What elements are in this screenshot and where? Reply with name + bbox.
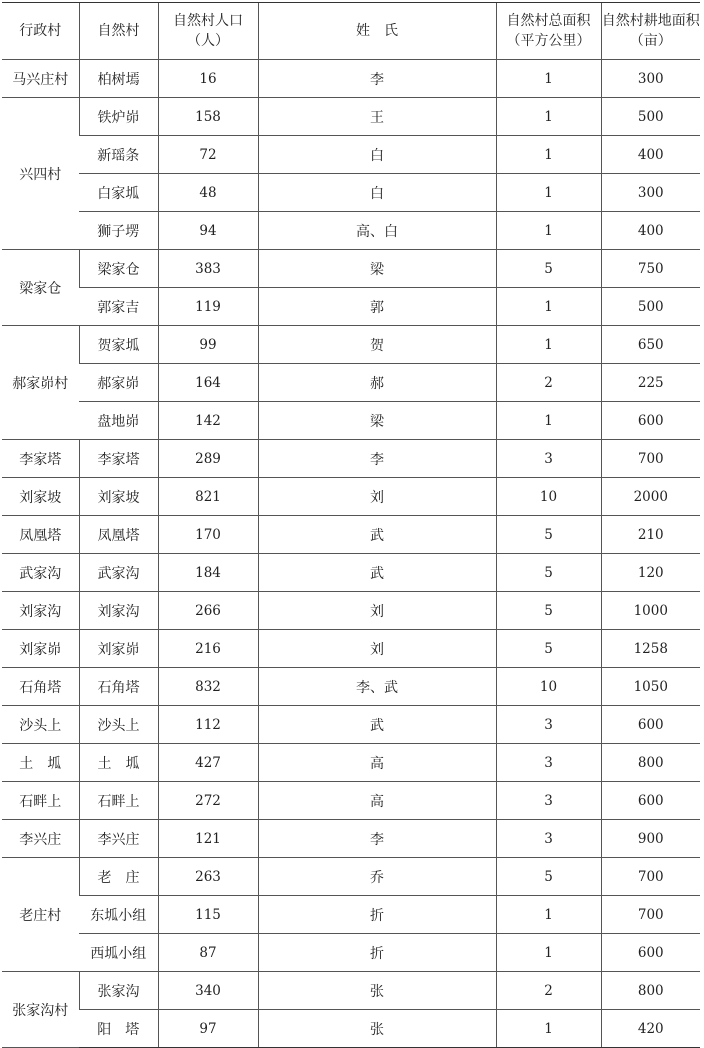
population-cell: 121	[158, 820, 258, 858]
natural-village-cell: 东坬小组	[79, 896, 158, 934]
total-area-cell: 5	[496, 554, 601, 592]
surname-cell: 李	[258, 820, 496, 858]
surname-cell: 武	[258, 554, 496, 592]
header-row	[2, 3, 700, 60]
farmland-cell: 1258	[601, 630, 700, 668]
farmland-cell: 700	[601, 440, 700, 478]
table-row	[2, 744, 700, 782]
farmland-cell: 300	[601, 60, 700, 98]
header-population: 自然村人口（人）	[158, 3, 258, 60]
admin-village-cell: 石角塔	[2, 668, 79, 706]
surname-cell: 武	[258, 516, 496, 554]
admin-village-cell: 沙头上	[2, 706, 79, 744]
natural-village-cell: 刘家峁	[79, 630, 158, 668]
total-area-cell: 5	[496, 516, 601, 554]
header-total-area: 自然村总面积（平方公里）	[496, 3, 601, 60]
admin-village-cell: 兴四村	[2, 98, 79, 250]
table-row	[2, 972, 700, 1010]
surname-cell: 张	[258, 1010, 496, 1048]
natural-village-cell: 西坬小组	[79, 934, 158, 972]
header-farmland: 自然村耕地面积（亩）	[601, 3, 700, 60]
population-cell: 184	[158, 554, 258, 592]
farmland-cell: 300	[601, 174, 700, 212]
table-row	[2, 668, 700, 706]
population-cell: 48	[158, 174, 258, 212]
population-cell: 97	[158, 1010, 258, 1048]
total-area-cell: 10	[496, 668, 601, 706]
farmland-cell: 750	[601, 250, 700, 288]
population-cell: 216	[158, 630, 258, 668]
admin-village-cell: 土 坬	[2, 744, 79, 782]
total-area-cell: 10	[496, 478, 601, 516]
admin-village-cell: 李家塔	[2, 440, 79, 478]
population-cell: 821	[158, 478, 258, 516]
table-row	[2, 440, 700, 478]
natural-village-cell: 郭家吉	[79, 288, 158, 326]
surname-cell: 折	[258, 896, 496, 934]
population-cell: 266	[158, 592, 258, 630]
natural-village-cell: 李兴庄	[79, 820, 158, 858]
farmland-cell: 600	[601, 706, 700, 744]
population-cell: 94	[158, 212, 258, 250]
natural-village-cell: 石畔上	[79, 782, 158, 820]
table-row	[2, 782, 700, 820]
surname-cell: 刘	[258, 478, 496, 516]
total-area-cell: 3	[496, 744, 601, 782]
table-row	[2, 402, 700, 440]
header-surname: 姓 氏	[258, 3, 496, 60]
population-cell: 158	[158, 98, 258, 136]
population-cell: 427	[158, 744, 258, 782]
natural-village-cell: 武家沟	[79, 554, 158, 592]
table-row	[2, 212, 700, 250]
surname-cell: 贺	[258, 326, 496, 364]
farmland-cell: 800	[601, 744, 700, 782]
total-area-cell: 5	[496, 592, 601, 630]
admin-village-cell: 张家沟村	[2, 972, 79, 1048]
surname-cell: 乔	[258, 858, 496, 896]
total-area-cell: 3	[496, 706, 601, 744]
admin-village-cell: 凤凰塔	[2, 516, 79, 554]
surname-cell: 郝	[258, 364, 496, 402]
natural-village-cell: 刘家沟	[79, 592, 158, 630]
header-natural-village: 自然村	[79, 3, 158, 60]
admin-village-cell: 刘家坡	[2, 478, 79, 516]
table-row	[2, 820, 700, 858]
table-row	[2, 516, 700, 554]
natural-village-cell: 老 庄	[79, 858, 158, 896]
natural-village-cell: 新瑶条	[79, 136, 158, 174]
farmland-cell: 2000	[601, 478, 700, 516]
total-area-cell: 1	[496, 212, 601, 250]
population-cell: 272	[158, 782, 258, 820]
table-row	[2, 98, 700, 136]
total-area-cell: 5	[496, 250, 601, 288]
total-area-cell: 3	[496, 782, 601, 820]
population-cell: 383	[158, 250, 258, 288]
farmland-cell: 650	[601, 326, 700, 364]
population-cell: 112	[158, 706, 258, 744]
farmland-cell: 400	[601, 136, 700, 174]
natural-village-cell: 铁炉峁	[79, 98, 158, 136]
surname-cell: 高、白	[258, 212, 496, 250]
total-area-cell: 1	[496, 288, 601, 326]
farmland-cell: 400	[601, 212, 700, 250]
farmland-cell: 225	[601, 364, 700, 402]
table-row	[2, 554, 700, 592]
total-area-cell: 1	[496, 174, 601, 212]
surname-cell: 折	[258, 934, 496, 972]
total-area-cell: 2	[496, 364, 601, 402]
table-row	[2, 934, 700, 972]
population-cell: 164	[158, 364, 258, 402]
population-cell: 115	[158, 896, 258, 934]
table-row	[2, 364, 700, 402]
natural-village-cell: 土 坬	[79, 744, 158, 782]
natural-village-cell: 贺家坬	[79, 326, 158, 364]
surname-cell: 王	[258, 98, 496, 136]
table-row	[2, 326, 700, 364]
surname-cell: 白	[258, 174, 496, 212]
natural-village-cell: 李家塔	[79, 440, 158, 478]
total-area-cell: 2	[496, 972, 601, 1010]
table-row	[2, 706, 700, 744]
population-cell: 340	[158, 972, 258, 1010]
surname-cell: 梁	[258, 250, 496, 288]
admin-village-cell: 武家沟	[2, 554, 79, 592]
population-cell: 289	[158, 440, 258, 478]
table-row	[2, 896, 700, 934]
natural-village-cell: 沙头上	[79, 706, 158, 744]
total-area-cell: 1	[496, 934, 601, 972]
population-cell: 263	[158, 858, 258, 896]
total-area-cell: 1	[496, 98, 601, 136]
natural-village-cell: 柏树墕	[79, 60, 158, 98]
total-area-cell: 5	[496, 630, 601, 668]
table-row	[2, 136, 700, 174]
surname-cell: 刘	[258, 630, 496, 668]
surname-cell: 李	[258, 440, 496, 478]
total-area-cell: 5	[496, 858, 601, 896]
total-area-cell: 1	[496, 896, 601, 934]
surname-cell: 刘	[258, 592, 496, 630]
farmland-cell: 210	[601, 516, 700, 554]
natural-village-cell: 盘地峁	[79, 402, 158, 440]
admin-village-cell: 马兴庄村	[2, 60, 79, 98]
farmland-cell: 420	[601, 1010, 700, 1048]
admin-village-cell: 李兴庄	[2, 820, 79, 858]
natural-village-cell: 张家沟	[79, 972, 158, 1010]
table-row	[2, 1010, 700, 1048]
admin-village-cell: 石畔上	[2, 782, 79, 820]
table-row	[2, 60, 700, 98]
table-row	[2, 250, 700, 288]
farmland-cell: 800	[601, 972, 700, 1010]
population-cell: 832	[158, 668, 258, 706]
total-area-cell: 1	[496, 326, 601, 364]
farmland-cell: 120	[601, 554, 700, 592]
natural-village-cell: 阳 塔	[79, 1010, 158, 1048]
surname-cell: 李	[258, 60, 496, 98]
admin-village-cell: 郝家峁村	[2, 326, 79, 440]
natural-village-cell: 郝家峁	[79, 364, 158, 402]
farmland-cell: 600	[601, 934, 700, 972]
population-cell: 16	[158, 60, 258, 98]
surname-cell: 高	[258, 744, 496, 782]
natural-village-cell: 刘家坡	[79, 478, 158, 516]
surname-cell: 高	[258, 782, 496, 820]
surname-cell: 张	[258, 972, 496, 1010]
admin-village-cell: 梁家仓	[2, 250, 79, 326]
table-row	[2, 478, 700, 516]
population-cell: 99	[158, 326, 258, 364]
farmland-cell: 1050	[601, 668, 700, 706]
table-row	[2, 630, 700, 668]
total-area-cell: 3	[496, 440, 601, 478]
table-row	[2, 288, 700, 326]
farmland-cell: 700	[601, 858, 700, 896]
table-row	[2, 858, 700, 896]
surname-cell: 梁	[258, 402, 496, 440]
total-area-cell: 1	[496, 1010, 601, 1048]
farmland-cell: 1000	[601, 592, 700, 630]
table-row	[2, 592, 700, 630]
population-cell: 170	[158, 516, 258, 554]
village-table	[2, 2, 700, 1048]
surname-cell: 李、武	[258, 668, 496, 706]
admin-village-cell: 老庄村	[2, 858, 79, 972]
total-area-cell: 1	[496, 136, 601, 174]
surname-cell: 武	[258, 706, 496, 744]
farmland-cell: 500	[601, 98, 700, 136]
admin-village-cell: 刘家沟	[2, 592, 79, 630]
admin-village-cell: 刘家峁	[2, 630, 79, 668]
population-cell: 72	[158, 136, 258, 174]
natural-village-cell: 白家坬	[79, 174, 158, 212]
farmland-cell: 600	[601, 402, 700, 440]
natural-village-cell: 狮子塄	[79, 212, 158, 250]
surname-cell: 郭	[258, 288, 496, 326]
population-cell: 87	[158, 934, 258, 972]
total-area-cell: 1	[496, 60, 601, 98]
farmland-cell: 900	[601, 820, 700, 858]
header-admin-village: 行政村	[2, 3, 79, 60]
farmland-cell: 700	[601, 896, 700, 934]
natural-village-cell: 石角塔	[79, 668, 158, 706]
natural-village-cell: 梁家仓	[79, 250, 158, 288]
surname-cell: 白	[258, 136, 496, 174]
population-cell: 119	[158, 288, 258, 326]
table-row	[2, 174, 700, 212]
total-area-cell: 3	[496, 820, 601, 858]
farmland-cell: 500	[601, 288, 700, 326]
population-cell: 142	[158, 402, 258, 440]
total-area-cell: 1	[496, 402, 601, 440]
farmland-cell: 600	[601, 782, 700, 820]
natural-village-cell: 凤凰塔	[79, 516, 158, 554]
